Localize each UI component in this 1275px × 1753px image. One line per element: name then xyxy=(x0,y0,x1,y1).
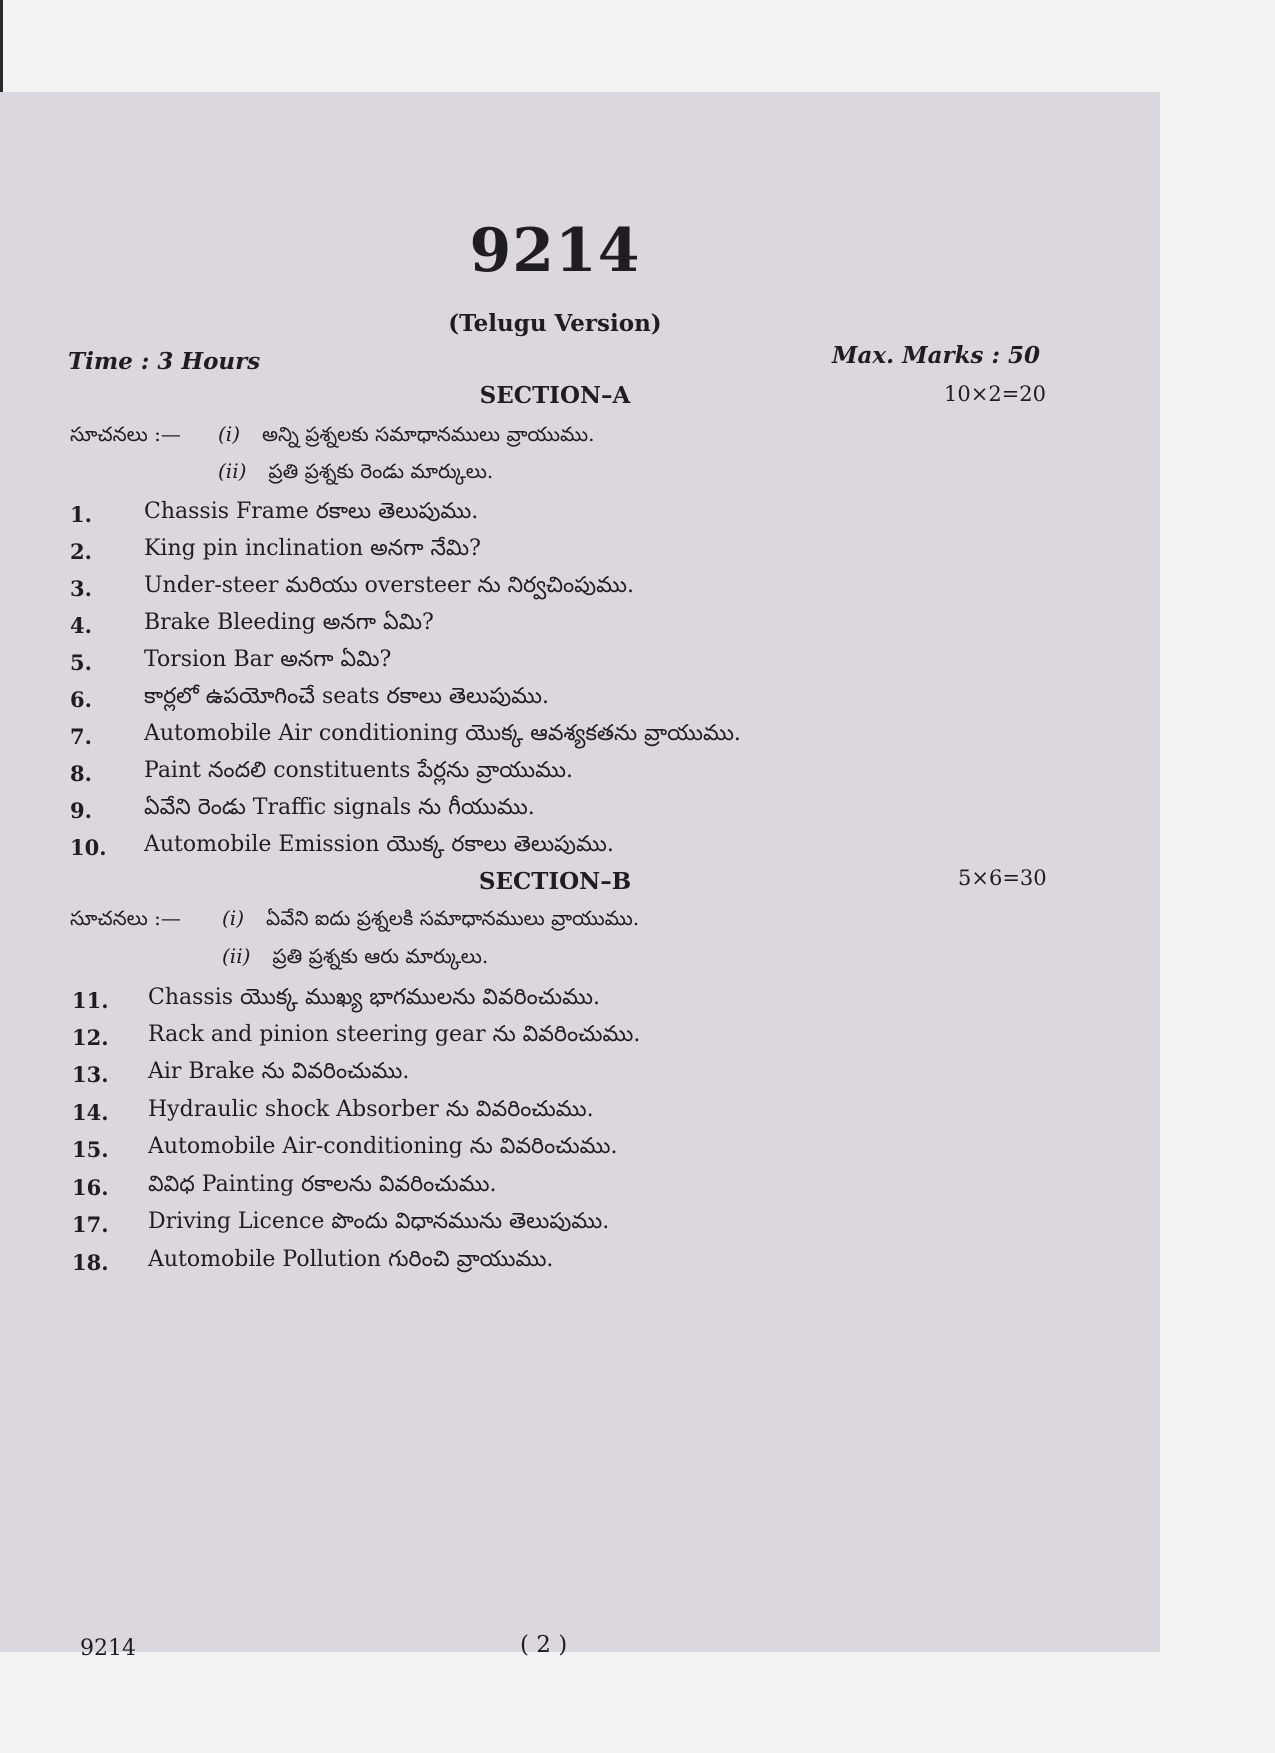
note-number: (ii) xyxy=(218,459,247,483)
note-text: ప్రతి ప్రశ్నకు ఆరు మార్కులు. xyxy=(272,944,489,968)
section-b-title: SECTION–B xyxy=(478,868,632,895)
question-text: Under-steer మరియు oversteer ను నిర్వచింపుము. xyxy=(144,573,635,598)
footer-paper-code: 9214 xyxy=(80,1636,136,1661)
note-text: ప్రతి ప్రశ్నకు రెండు మార్కులు. xyxy=(268,459,494,483)
question-text: ఏవేని రెండు Traffic signals ను గీయుము. xyxy=(144,795,535,820)
question-number: 10. xyxy=(70,835,107,860)
section-a-marks: 10×2=20 xyxy=(944,382,1046,406)
note-text: ఏవేని ఐదు ప్రశ్నలకి సమాధానములు వ్రాయుము. xyxy=(266,906,640,930)
section-a-note-1 xyxy=(218,422,595,451)
question-number: 8. xyxy=(70,761,92,786)
question-number: 5. xyxy=(70,650,92,675)
question-text: Automobile Air conditioning యొక్క ఆవశ్యకతను వ్రాయుము. xyxy=(144,721,741,746)
question-number: 12. xyxy=(72,1025,109,1050)
note-number: (i) xyxy=(222,906,245,930)
question-number: 14. xyxy=(72,1100,109,1125)
question-number: 16. xyxy=(72,1175,109,1200)
question-number: 17. xyxy=(72,1212,109,1237)
question-text: Rack and pinion steering gear ను వివరించుము. xyxy=(148,1022,641,1047)
section-b-marks: 5×6=30 xyxy=(958,866,1047,890)
question-text: Driving Licence పొందు విధానమును తెలుపుము. xyxy=(148,1209,610,1234)
question-text: కార్లలో ఉపయోగించే seats రకాలు తెలుపుము. xyxy=(144,684,550,709)
question-text: Chassis యొక్క ముఖ్య భాగములను వివరించుము. xyxy=(148,985,600,1010)
question-text: Brake Bleeding అనగా ఏమి? xyxy=(144,610,434,635)
question-number: 3. xyxy=(70,576,92,601)
question-number: 11. xyxy=(72,988,109,1013)
time-label: Time : 3 Hours xyxy=(68,348,261,375)
section-b-note-label: సూచనలు :— xyxy=(70,906,181,930)
question-text: Chassis Frame రకాలు తెలుపుము. xyxy=(144,499,479,524)
note-text: అన్ని ప్రశ్నలకు సమాధానములు వ్రాయుము. xyxy=(262,422,595,446)
question-number: 7. xyxy=(70,724,92,749)
note-number: (ii) xyxy=(222,944,251,968)
question-text: King pin inclination అనగా నేమి? xyxy=(144,536,481,561)
question-number: 15. xyxy=(72,1137,109,1162)
section-a-title: SECTION–A xyxy=(479,382,631,409)
question-number: 18. xyxy=(72,1250,109,1275)
page-number: ( 2 ) xyxy=(520,1632,568,1658)
question-number: 1. xyxy=(70,502,92,527)
question-text: Automobile Pollution గురించి వ్రాయుము. xyxy=(148,1247,554,1272)
section-b-note-2 xyxy=(222,944,488,973)
paper-code: 9214 xyxy=(469,216,641,286)
question-number: 6. xyxy=(70,687,92,712)
section-b-note-1 xyxy=(222,906,639,935)
question-text: Torsion Bar అనగా ఏమి? xyxy=(144,647,392,672)
question-number: 9. xyxy=(70,798,92,823)
question-text: Automobile Air-conditioning ను వివరించుము. xyxy=(148,1134,618,1159)
note-number: (i) xyxy=(218,422,241,446)
question-text: Hydraulic shock Absorber ను వివరించుము. xyxy=(148,1097,594,1122)
question-number: 13. xyxy=(72,1062,109,1087)
question-text: వివిధ Painting రకాలను వివరించుము. xyxy=(148,1172,497,1197)
scan-edge xyxy=(0,0,3,98)
section-a-note-label: సూచనలు :— xyxy=(70,422,181,446)
question-text: Paint నందలి constituents పేర్లను వ్రాయుము. xyxy=(144,758,574,783)
question-text: Automobile Emission యొక్క రకాలు తెలుపుము. xyxy=(144,832,614,857)
question-number: 4. xyxy=(70,613,92,638)
max-marks-label: Max. Marks : 50 xyxy=(832,342,1040,369)
section-a-note-2 xyxy=(218,459,493,488)
question-text: Air Brake ను వివరించుము. xyxy=(148,1059,410,1084)
question-number: 2. xyxy=(70,539,92,564)
version-label: (Telugu Version) xyxy=(448,310,662,337)
exam-page xyxy=(0,92,1160,1661)
